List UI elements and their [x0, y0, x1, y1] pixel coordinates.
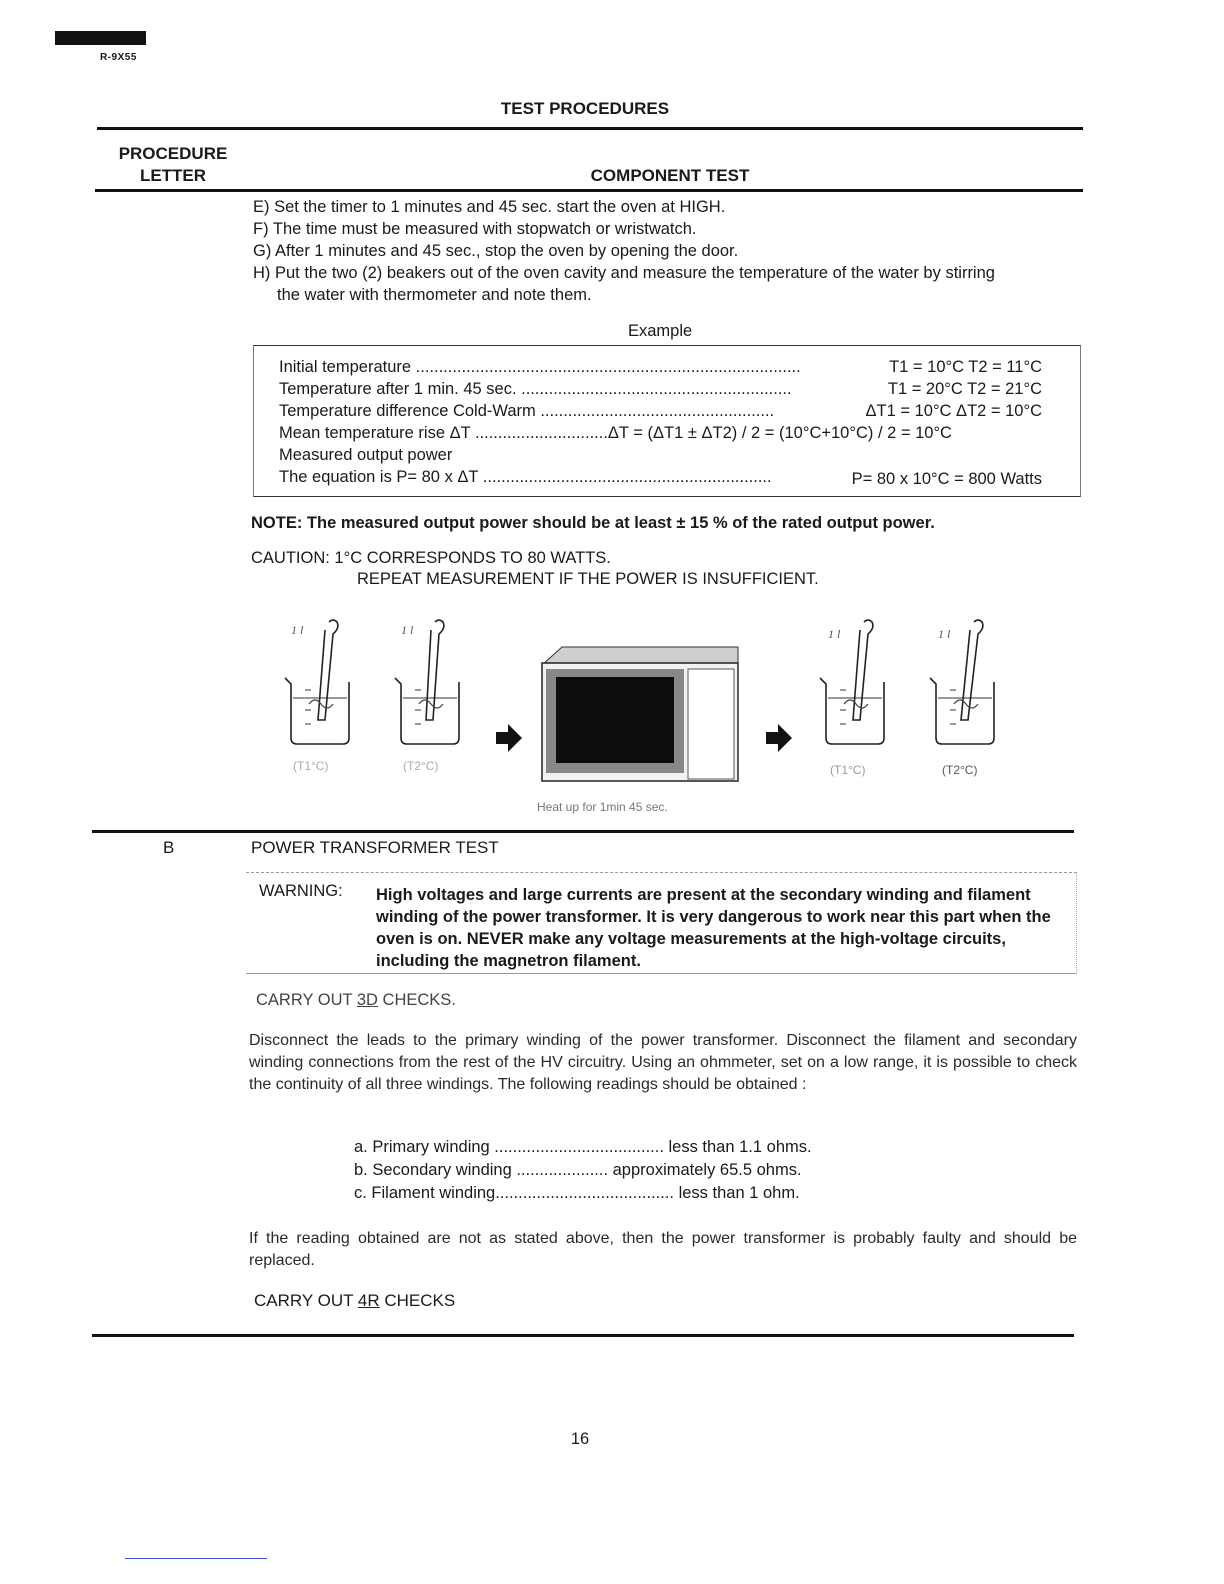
carry-out-3d-pre: CARRY OUT [256, 991, 357, 1009]
caution-line1: CAUTION: 1°C CORRESPONDS TO 80 WATTS. [251, 549, 611, 567]
beaker-4-volume: 1 l [938, 627, 951, 641]
carry-out-4r-pre: CARRY OUT [254, 1291, 358, 1310]
example-row-initial: Initial temperature .................................................................................... [279, 358, 801, 376]
example-row-output-power: Measured output power [279, 446, 453, 464]
beaker-3-volume: 1 l [828, 627, 841, 641]
procedure-heading-line2: LETTER [139, 166, 207, 185]
microwave-oven [542, 647, 738, 781]
carry-out-4r-post: CHECKS [379, 1291, 456, 1310]
beaker-3 [820, 620, 884, 777]
carry-out-3d-code: 3D [356, 991, 378, 1009]
carry-out-3d-post: CHECKS. [377, 991, 456, 1009]
step-h-continued: the water with thermometer and note them. [277, 286, 592, 304]
example-row-difference: Temperature difference Cold-Warm ................................................... [279, 402, 775, 420]
beaker-1 [285, 620, 349, 773]
reading-primary: a. Primary winding ..................................... less than 1.1 ohms. [354, 1138, 812, 1156]
procedure-letter-b: B [163, 838, 175, 857]
example-value-initial: T1 = 10°C T2 = 11°C [889, 358, 1042, 376]
caution-line2: REPEAT MEASUREMENT IF THE POWER IS INSUFFICIENT. [357, 570, 819, 588]
warning-label: WARNING: [259, 882, 343, 900]
carry-out-4r-code: 4R [357, 1291, 380, 1310]
beaker-1-label: (T1°C) [293, 759, 329, 773]
title-rule [97, 127, 1083, 130]
beaker-2 [395, 620, 459, 773]
section-b-rule [92, 830, 1074, 833]
carry-out-4r [254, 1291, 455, 1311]
example-title: Example [628, 322, 693, 340]
reading-filament: c. Filament winding....................................... less than 1 ohm. [354, 1184, 800, 1202]
example-value-difference: ΔT1 = 10°C ΔT2 = 10°C [865, 402, 1042, 420]
warning-text: High voltages and large currents are present at the secondary winding and filament winding of the power transformer. It is very dangerous to work near this part when the oven is on. NEVER make any voltage measurements at the high-voltage circuits, including the magnetron filament. [376, 886, 1051, 970]
component-test-heading: COMPONENT TEST [590, 166, 750, 185]
example-value-after: T1 = 20°C T2 = 21°C [887, 380, 1042, 398]
example-value-equation: P= 80 x 10°C = 800 Watts [851, 470, 1042, 488]
section-b-title: POWER TRANSFORMER TEST [251, 838, 499, 857]
example-row-equation: The equation is P= 80 x ΔT ............................................................... [279, 468, 772, 486]
step-g: G) After 1 minutes and 45 sec., stop the oven by opening the door. [253, 242, 739, 260]
step-f: F) The time must be measured with stopwatch or wristwatch. [253, 220, 697, 238]
arrow-right-icon [496, 724, 522, 752]
bottom-rule [92, 1334, 1074, 1337]
footer-line [125, 1558, 267, 1559]
readings-list [354, 1136, 812, 1205]
beaker-2-label: (T2°C) [403, 759, 439, 773]
step-h: H) Put the two (2) beakers out of the oven cavity and measure the temperature of the water by stirring [253, 264, 995, 282]
carry-out-3d [256, 991, 456, 1010]
note-text: NOTE: The measured output power should be at least ± 15 % of the rated output power. [251, 514, 935, 532]
figure-caption: Heat up for 1min 45 sec. [537, 800, 668, 814]
arrow-right-icon [766, 724, 792, 752]
header-black-bar [55, 31, 146, 45]
disconnect-paragraph: Disconnect the leads to the primary winding of the power transformer. Disconnect the filament and secondary winding connections from the rest of the HV circuitry. Using an ohmmeter, set on a low range, it is possible to check the continuity of all three windings. The following readings should be obtained : [249, 1032, 1077, 1093]
procedure-letter-heading [115, 143, 231, 187]
reading-secondary: b. Secondary winding .................... approximately 65.5 ohms. [354, 1161, 802, 1179]
faulty-paragraph: If the reading obtained are not as stated above, then the power transformer is probably faulty and should be replaced. [249, 1230, 1077, 1269]
example-row-mean-rise: Mean temperature rise ΔT .............................ΔT = (ΔT1 ± ΔT2) / 2 = (10°C+10°C) / 2 = 10°C [279, 424, 952, 442]
column-header-rule [95, 189, 1083, 192]
test-setup-figure [270, 610, 1030, 820]
example-row-after: Temperature after 1 min. 45 sec. ........................................................... [279, 380, 792, 398]
procedure-heading-line1: PROCEDURE [118, 144, 228, 163]
steps-list [253, 196, 1083, 306]
beaker-2-volume: 1 l [401, 623, 414, 637]
beaker-3-label: (T1°C) [830, 763, 866, 777]
beaker-1-volume: 1 l [291, 623, 304, 637]
page-title: TEST PROCEDURES [500, 99, 670, 118]
step-e: E) Set the timer to 1 minutes and 45 sec. start the oven at HIGH. [253, 198, 726, 216]
page-number: 16 [570, 1430, 590, 1448]
example-box [253, 345, 1081, 497]
beaker-4-label: (T2°C) [942, 763, 978, 777]
beaker-4 [930, 620, 994, 777]
model-number: R-9X55 [100, 52, 137, 63]
